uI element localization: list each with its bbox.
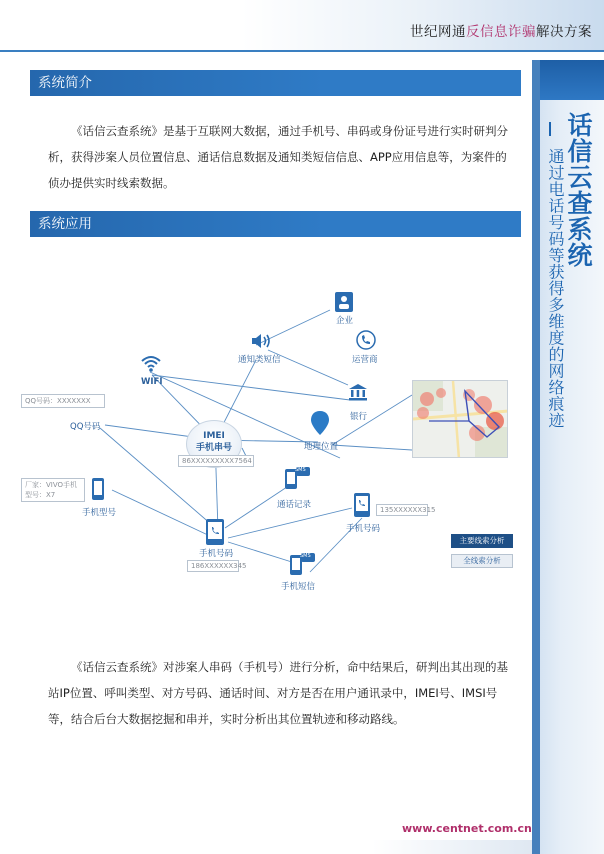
- sms-badge-call: SMS: [295, 467, 306, 473]
- label-location: 地理位置: [304, 442, 339, 452]
- header-title-accent: 反信息诈骗: [466, 24, 536, 40]
- phone-main-value-box: 186XXXXXX345: [187, 560, 239, 572]
- label-phone-main: 手机号码: [199, 549, 234, 559]
- enterprise-icon: [334, 291, 354, 313]
- label-sms: 手机短信: [281, 582, 316, 592]
- label-enterprise: 企业: [336, 316, 354, 326]
- qq-info-box: QQ号码：XXXXXXX: [21, 394, 105, 408]
- phone-right-icon: [353, 492, 371, 518]
- side-dash: [549, 122, 551, 136]
- footer-url[interactable]: www.centnet.com.cn: [402, 822, 532, 835]
- wifi-icon: [140, 353, 162, 373]
- relation-diagram: [0, 280, 530, 610]
- map-thumbnail: [412, 380, 508, 458]
- header-title-prefix: 世纪网通: [410, 24, 466, 40]
- speaker-icon: [250, 332, 272, 350]
- phone-main-icon: [205, 518, 225, 546]
- imei-value-box: 86XXXXXXXXX7564: [178, 455, 254, 467]
- side-subtitle: 通过电话号码等获得多维度的网络痕迹: [546, 148, 565, 429]
- side-title: 话信云查系统: [564, 112, 593, 268]
- imei-subtitle: 手机串号: [195, 443, 232, 453]
- header-title-suffix: 解决方案: [536, 24, 592, 40]
- footer-band: [0, 840, 532, 854]
- label-model: 手机型号: [82, 508, 117, 518]
- phone-handset-icon: [356, 330, 376, 350]
- label-call-record: 通话记录: [277, 500, 312, 510]
- side-top-block: [540, 60, 604, 100]
- label-bank: 银行: [350, 412, 368, 422]
- phone-right-value-box: 135XXXXXX315: [376, 504, 428, 516]
- label-qq: QQ号码: [70, 422, 101, 432]
- mobile-phone-icon: [91, 477, 105, 501]
- intro-paragraph: 《话信云查系统》是基于互联网大数据，通过手机号、串码或身份证号进行实时研判分析，获得涉案人员位置信息、通话信息数据及通知类短信信息、APP应用信息等，为案件的侦办提供实时线索数据。: [48, 124, 508, 190]
- model-info-box: [21, 478, 85, 502]
- model-info-line1: 厂家：VIVO手机: [25, 481, 78, 489]
- bank-icon: [348, 383, 368, 401]
- main-clue-analysis-button[interactable]: 主要线索分析: [451, 534, 513, 548]
- side-accent-stripe: [532, 60, 540, 854]
- label-phone-right: 手机号码: [346, 524, 381, 534]
- label-sms-notice: 通知类短信: [238, 355, 281, 365]
- imei-title: IMEI: [203, 431, 225, 441]
- page-header-title: [410, 20, 592, 40]
- location-pin-icon: [310, 410, 330, 436]
- top-divider: [0, 50, 604, 52]
- analysis-paragraph: 《话信云查系统》对涉案人串码（手机号）进行分析，命中结果后，研判出其出现的基站IP位置、呼叫类型、对方号码、通话时间、对方是否在用户通讯录中，IMEI号、IMSI号等，结合后台大数据挖掘和串并，实时分析出其位置轨迹和移动路线。: [48, 660, 508, 726]
- label-wifi: WIFI: [141, 377, 163, 387]
- label-operator: 运营商: [352, 355, 378, 365]
- model-info-line2: 型号：X7: [25, 491, 56, 499]
- sms-badge-sms: SMS: [300, 553, 311, 559]
- section-heading-intro: 系统简介: [30, 70, 521, 96]
- heatmap-image: [413, 381, 508, 458]
- all-clue-analysis-button[interactable]: 全线索分析: [451, 554, 513, 568]
- section-heading-application: 系统应用: [30, 211, 521, 237]
